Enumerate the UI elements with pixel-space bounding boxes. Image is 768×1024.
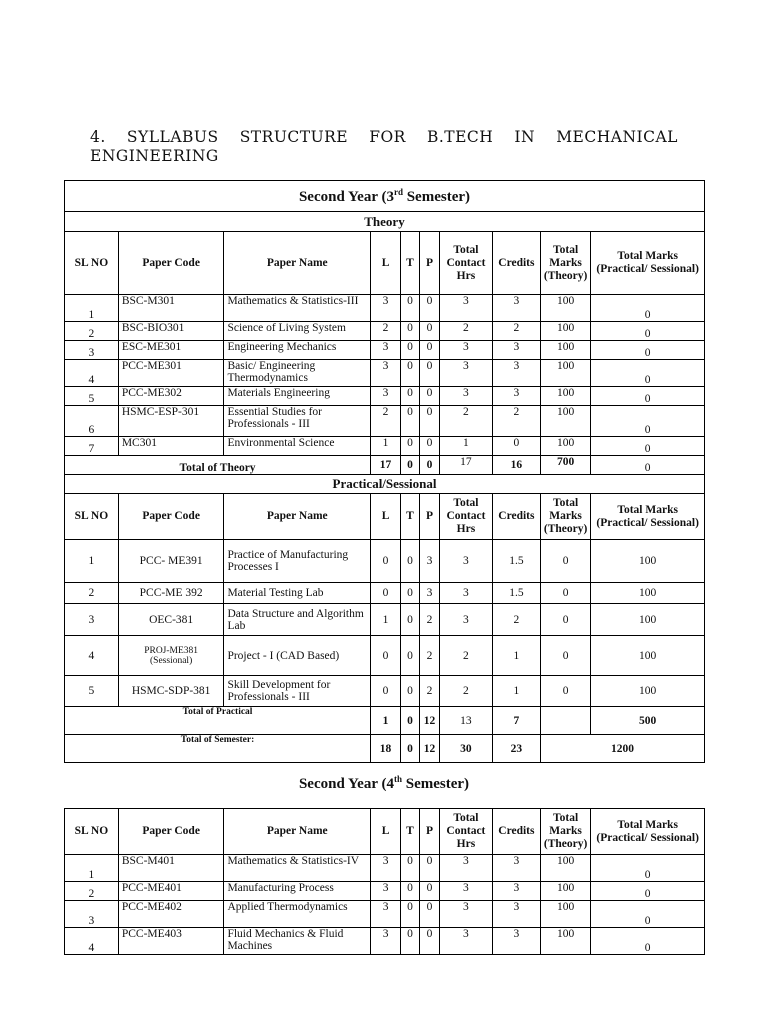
header-credits: Credits — [492, 809, 540, 855]
table-cell: 3 — [492, 928, 540, 955]
table-cell: 0 — [540, 636, 590, 676]
cell: 18 — [371, 735, 401, 763]
table-cell: 3 — [439, 928, 492, 955]
table-cell: 3 — [65, 341, 119, 360]
table-row — [65, 676, 705, 707]
heading-word: IN — [514, 128, 536, 146]
table-cell: 100 — [540, 855, 590, 882]
table-cell: 100 — [591, 540, 705, 583]
table-cell: 100 — [540, 360, 590, 387]
table-cell: 3 — [371, 855, 401, 882]
table-cell: 3 — [419, 540, 439, 583]
table-cell: 0 — [401, 322, 420, 341]
header-l: L — [371, 494, 401, 540]
table-cell: 4 — [65, 636, 119, 676]
table-cell: 0 — [401, 928, 420, 955]
table-cell: 3 — [492, 882, 540, 901]
cell: 16 — [492, 456, 540, 475]
table-cell: 0 — [371, 540, 401, 583]
cell: 0 — [401, 456, 420, 475]
table-cell: 0 — [591, 360, 705, 387]
table-cell: 3 — [492, 341, 540, 360]
table-cell: BSC-M301 — [118, 295, 224, 322]
total-practical-row — [65, 707, 705, 735]
cell: 0 — [401, 735, 420, 763]
table-cell: 2 — [439, 322, 492, 341]
table-cell: 1 — [492, 676, 540, 707]
table-cell: PCC-ME401 — [118, 882, 224, 901]
table-cell: 1 — [65, 295, 119, 322]
cell: 12 — [419, 735, 439, 763]
table-row — [65, 406, 705, 437]
header-row — [65, 809, 705, 855]
table-cell: 0 — [419, 901, 439, 928]
table-row — [65, 928, 705, 955]
table-cell: 100 — [591, 676, 705, 707]
table-cell: Fluid Mechanics & Fluid Machines — [224, 928, 371, 955]
header-t: T — [401, 232, 420, 295]
table-cell: 0 — [419, 322, 439, 341]
table-cell: 3 — [65, 901, 119, 928]
table-cell: 0 — [419, 341, 439, 360]
header-t: T — [401, 809, 420, 855]
header-paper-code: Paper Code — [118, 809, 224, 855]
table-cell: 3 — [492, 360, 540, 387]
heading-word: B.TECH — [426, 128, 494, 146]
table-row — [65, 540, 705, 583]
table-cell — [118, 583, 224, 604]
table-row — [65, 901, 705, 928]
table-cell: 3 — [439, 882, 492, 901]
table-cell: 3 — [419, 583, 439, 604]
table-row — [65, 360, 705, 387]
table-cell: 1.5 — [492, 583, 540, 604]
paper-code-note: (Sessional) — [150, 655, 193, 666]
table-cell: Science of Living System — [224, 322, 371, 341]
table-cell: 3 — [371, 341, 401, 360]
table-cell: 1 — [371, 604, 401, 636]
paper-code: OEC-381 — [149, 613, 194, 626]
table-cell: 3 — [439, 901, 492, 928]
cell — [540, 707, 590, 735]
table-cell: 3 — [492, 901, 540, 928]
table-cell: 0 — [401, 360, 420, 387]
cell: 12 — [419, 707, 439, 735]
section-heading — [90, 128, 678, 166]
cell: 0 — [419, 456, 439, 475]
header-marks-practical: Total Marks (Practical/ Sessional) — [591, 809, 705, 855]
table-cell: Data Structure and Algorithm Lab — [224, 604, 371, 636]
table-cell: 0 — [371, 636, 401, 676]
header-marks-practical: Total Marks (Practical/ Sessional) — [591, 494, 705, 540]
header-marks-practical: Total Marks (Practical/ Sessional) — [591, 232, 705, 295]
header-marks-theory: Total Marks (Theory) — [540, 494, 590, 540]
table-cell: 7 — [65, 437, 119, 456]
header-paper-name: Paper Name — [224, 494, 371, 540]
table-cell: 0 — [419, 437, 439, 456]
table-cell: PCC-ME403 — [118, 928, 224, 955]
cell: 0 — [591, 456, 705, 475]
table-cell: PCC-ME402 — [118, 901, 224, 928]
table-cell: 2 — [439, 636, 492, 676]
table-cell: PCC-ME301 — [118, 360, 224, 387]
heading-word: FOR — [369, 128, 406, 146]
table-cell: Engineering Mechanics — [224, 341, 371, 360]
table-cell: 100 — [540, 387, 590, 406]
header-contact-hrs: Total Contact Hrs — [439, 232, 492, 295]
header-marks-theory: Total Marks (Theory) — [540, 232, 590, 295]
cell: 17 — [371, 456, 401, 475]
cell: 17 — [439, 456, 492, 475]
table-cell: Mathematics & Statistics-III — [224, 295, 371, 322]
table-cell: 0 — [540, 583, 590, 604]
table-cell: Environmental Science — [224, 437, 371, 456]
table-cell: 100 — [540, 406, 590, 437]
cell: 500 — [591, 707, 705, 735]
table-row — [65, 387, 705, 406]
table-cell: Material Testing Lab — [224, 583, 371, 604]
header-contact-hrs: Total Contact Hrs — [439, 809, 492, 855]
total-semester-row — [65, 735, 705, 763]
cell: 23 — [492, 735, 540, 763]
header-row — [65, 494, 705, 540]
table-cell: 100 — [591, 636, 705, 676]
table-cell: 3 — [371, 387, 401, 406]
header-credits: Credits — [492, 232, 540, 295]
table-cell: 2 — [492, 604, 540, 636]
table-cell: 1 — [371, 437, 401, 456]
header-paper-code: Paper Code — [118, 232, 224, 295]
heading-word: 4. — [90, 128, 106, 146]
table-cell: 0 — [401, 406, 420, 437]
table-cell: 3 — [371, 882, 401, 901]
table-cell: Project - I (CAD Based) — [224, 636, 371, 676]
table-cell: 1 — [65, 855, 119, 882]
table-cell: PCC-ME302 — [118, 387, 224, 406]
header-sl-no: SL NO — [65, 232, 119, 295]
table-cell: 100 — [540, 901, 590, 928]
practical-label: Practical/Sessional — [65, 475, 705, 494]
table-cell: 0 — [591, 928, 705, 955]
header-t: T — [401, 494, 420, 540]
table-cell: Skill Development for Professionals - III — [224, 676, 371, 707]
table-cell: 0 — [401, 583, 420, 604]
paper-code: PROJ-ME381 — [144, 645, 199, 656]
table-row — [65, 341, 705, 360]
header-l: L — [371, 809, 401, 855]
header-l: L — [371, 232, 401, 295]
table-cell — [118, 540, 224, 583]
table-cell: 0 — [419, 882, 439, 901]
table-cell: 1.5 — [492, 540, 540, 583]
cell: 1 — [371, 707, 401, 735]
header-contact-hrs: Total Contact Hrs — [439, 494, 492, 540]
table-cell: 3 — [65, 604, 119, 636]
table-cell: 0 — [419, 360, 439, 387]
table-cell: 3 — [371, 295, 401, 322]
table-cell: Applied Thermodynamics — [224, 901, 371, 928]
table-cell: 0 — [591, 322, 705, 341]
table-cell: 3 — [371, 360, 401, 387]
table-cell: 3 — [371, 928, 401, 955]
semester-4-table — [64, 808, 705, 955]
table-cell: 2 — [439, 406, 492, 437]
table-cell: 0 — [540, 540, 590, 583]
heading-line-1 — [90, 128, 678, 147]
table-cell: 0 — [401, 604, 420, 636]
table-cell: 0 — [371, 583, 401, 604]
table-cell: MC301 — [118, 437, 224, 456]
total-semester-label: Total of Semester: — [65, 735, 371, 763]
table-cell: 0 — [401, 676, 420, 707]
table-cell: 0 — [591, 901, 705, 928]
table-cell: ESC-ME301 — [118, 341, 224, 360]
table-cell: 0 — [591, 855, 705, 882]
table-cell: 0 — [419, 387, 439, 406]
table-cell: 0 — [401, 882, 420, 901]
table-cell: 3 — [492, 387, 540, 406]
table-cell: 2 — [439, 676, 492, 707]
table-cell: 2 — [419, 636, 439, 676]
table-cell: 2 — [65, 322, 119, 341]
table-cell: 0 — [401, 540, 420, 583]
table-cell: 3 — [439, 583, 492, 604]
table-cell: BSC-M401 — [118, 855, 224, 882]
table-cell: 0 — [540, 676, 590, 707]
table-cell: 3 — [439, 341, 492, 360]
total-practical-label: Total of Practical — [65, 707, 371, 735]
table-cell: Mathematics & Statistics-IV — [224, 855, 371, 882]
cell: 0 — [401, 707, 420, 735]
cell: 700 — [540, 456, 590, 475]
table-cell: 3 — [439, 295, 492, 322]
table-cell: 0 — [401, 901, 420, 928]
table-cell: 1 — [492, 636, 540, 676]
table-cell: 100 — [591, 604, 705, 636]
header-row — [65, 232, 705, 295]
table-cell: 3 — [371, 901, 401, 928]
table-cell: Basic/ Engineering Thermodynamics — [224, 360, 371, 387]
table-cell: 4 — [65, 360, 119, 387]
table-cell: 0 — [591, 295, 705, 322]
table-cell — [118, 636, 224, 676]
table-cell: 100 — [540, 295, 590, 322]
header-sl-no: SL NO — [65, 494, 119, 540]
heading-word: STRUCTURE — [239, 128, 349, 146]
table-cell: 0 — [492, 437, 540, 456]
paper-code: HSMC-SDP-381 — [131, 685, 211, 697]
table-cell: 6 — [65, 406, 119, 437]
table-cell: Materials Engineering — [224, 387, 371, 406]
table-cell: 0 — [401, 855, 420, 882]
table-cell: 2 — [371, 406, 401, 437]
table-cell: Manufacturing Process — [224, 882, 371, 901]
table-row — [65, 322, 705, 341]
header-marks-theory: Total Marks (Theory) — [540, 809, 590, 855]
table-cell: 3 — [492, 855, 540, 882]
table-cell: 3 — [439, 540, 492, 583]
header-paper-code: Paper Code — [118, 494, 224, 540]
heading-word: SYLLABUS — [126, 128, 219, 146]
table-cell: 0 — [401, 636, 420, 676]
table-cell: 5 — [65, 387, 119, 406]
table-cell: HSMC-ESP-301 — [118, 406, 224, 437]
table-cell: 0 — [401, 341, 420, 360]
table-cell: 0 — [591, 437, 705, 456]
header-paper-name: Paper Name — [224, 232, 371, 295]
table-cell: 0 — [419, 855, 439, 882]
table-cell: 2 — [371, 322, 401, 341]
table-cell: 0 — [591, 387, 705, 406]
total-theory-row — [65, 456, 705, 475]
semester-4-title: Second Year (4th Semester) — [298, 774, 470, 792]
header-p: P — [419, 232, 439, 295]
heading-line-2: ENGINEERING — [90, 147, 219, 165]
table-cell: Practice of Manufacturing Processes I — [224, 540, 371, 583]
table-cell: 2 — [65, 882, 119, 901]
table-cell: 0 — [591, 341, 705, 360]
table-row — [65, 437, 705, 456]
table-cell: 100 — [540, 341, 590, 360]
table-cell: 1 — [65, 540, 119, 583]
table-cell: Essential Studies for Professionals - III — [224, 406, 371, 437]
table-cell: 100 — [540, 322, 590, 341]
table-cell: 4 — [65, 928, 119, 955]
header-p: P — [419, 809, 439, 855]
table-cell: 2 — [419, 676, 439, 707]
table-cell: 0 — [591, 406, 705, 437]
table-cell: 3 — [439, 855, 492, 882]
heading-word: MECHANICAL — [556, 128, 678, 146]
cell: 30 — [439, 735, 492, 763]
table-row — [65, 855, 705, 882]
table-cell: 100 — [540, 437, 590, 456]
table-cell: 0 — [591, 882, 705, 901]
header-sl-no: SL NO — [65, 809, 119, 855]
table-row — [65, 295, 705, 322]
table-cell: 0 — [371, 676, 401, 707]
paper-code: PCC-ME 392 — [139, 587, 203, 599]
table-cell: 100 — [540, 882, 590, 901]
table-cell: 2 — [65, 583, 119, 604]
table-cell: 0 — [540, 604, 590, 636]
table-cell: 3 — [439, 360, 492, 387]
table-row — [65, 882, 705, 901]
semester-3-table — [64, 180, 705, 763]
cell: 7 — [492, 707, 540, 735]
semester-3-title: Second Year (3rd Semester) — [65, 181, 705, 212]
table-cell — [118, 676, 224, 707]
table-cell: 0 — [419, 406, 439, 437]
table-cell: 2 — [492, 322, 540, 341]
table-row — [65, 583, 705, 604]
table-cell: 3 — [439, 387, 492, 406]
table-cell: 5 — [65, 676, 119, 707]
table-cell: 100 — [540, 928, 590, 955]
header-credits: Credits — [492, 494, 540, 540]
table-cell: 0 — [419, 928, 439, 955]
table-cell: 0 — [401, 387, 420, 406]
table-cell: 0 — [401, 295, 420, 322]
total-theory-label: Total of Theory — [65, 456, 371, 475]
table-cell: 2 — [419, 604, 439, 636]
cell: 13 — [439, 707, 492, 735]
table-cell: 100 — [591, 583, 705, 604]
table-cell: BSC-BIO301 — [118, 322, 224, 341]
table-cell: 0 — [401, 437, 420, 456]
header-p: P — [419, 494, 439, 540]
table-cell: 3 — [492, 295, 540, 322]
table-cell: 0 — [419, 295, 439, 322]
table-cell: 3 — [439, 604, 492, 636]
table-cell: 1 — [439, 437, 492, 456]
table-row — [65, 604, 705, 636]
theory-label: Theory — [65, 212, 705, 232]
table-cell: 2 — [492, 406, 540, 437]
table-row — [65, 636, 705, 676]
header-paper-name: Paper Name — [224, 809, 371, 855]
paper-code: PCC- ME391 — [139, 555, 203, 567]
total-semester-marks: 1200 — [540, 735, 704, 763]
table-cell — [118, 604, 224, 636]
